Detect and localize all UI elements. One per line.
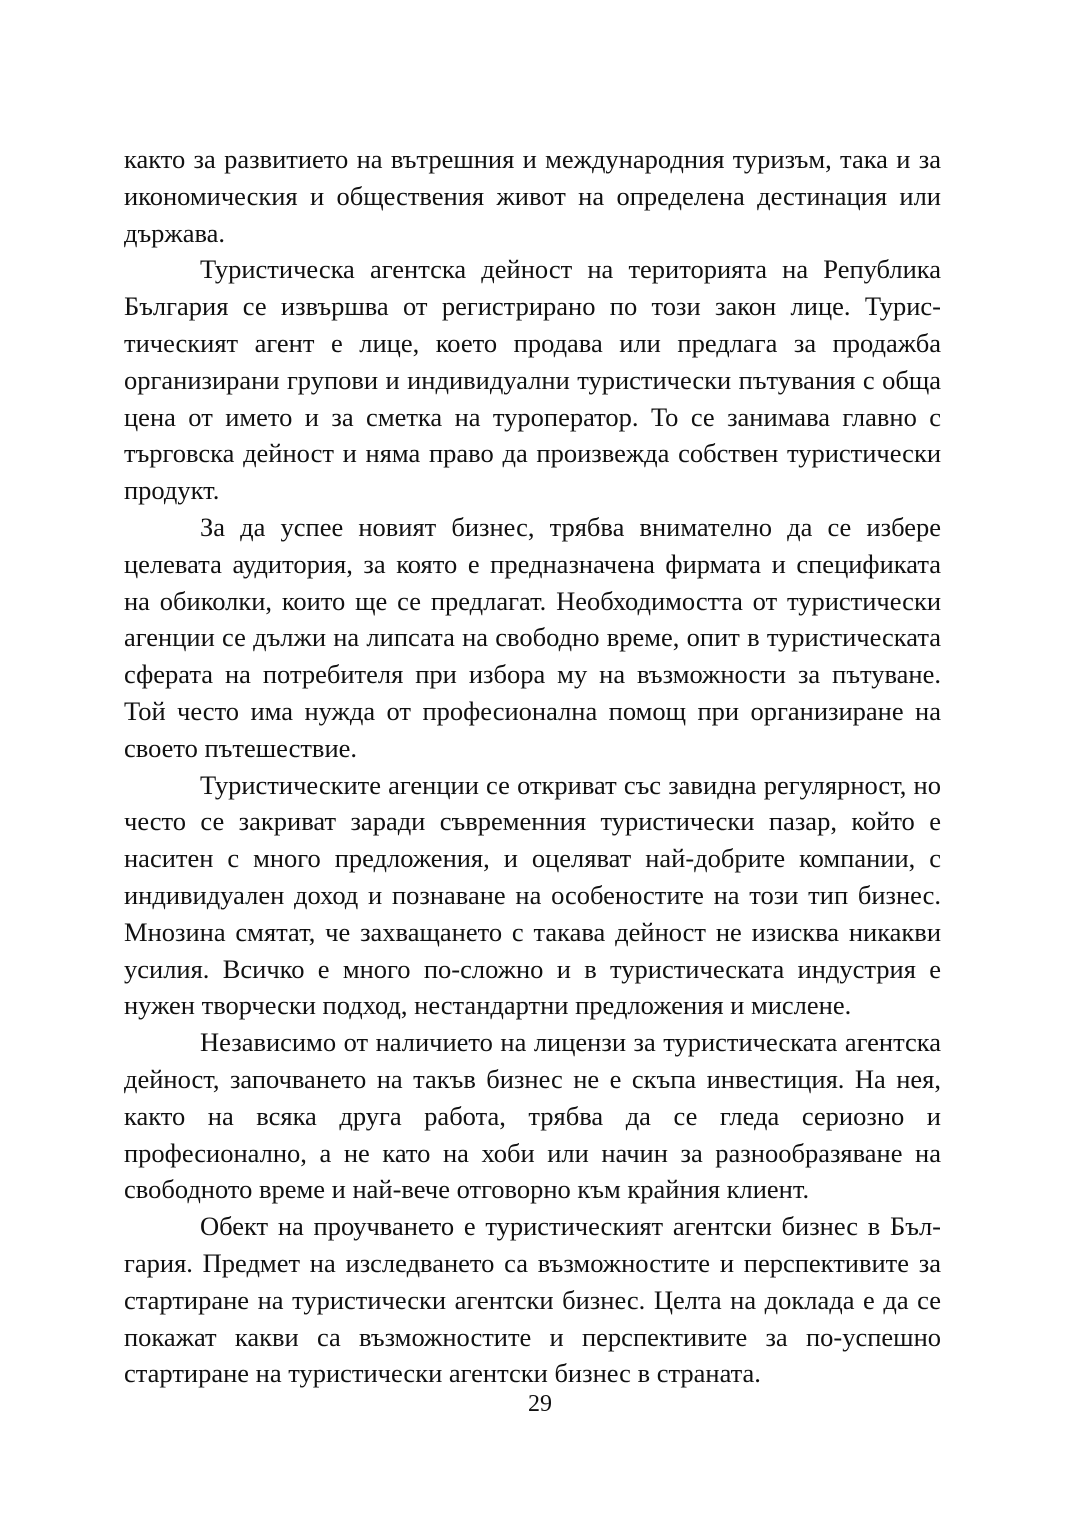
- paragraph-research-object: Обект на проучването е туристическият агентски бизнес в България. Предмет на изследването са възможностите и перспективите за стартиране на туристически агентски бизнес. Целта на доклада е да се покажат какви са възможностите и перспективите за по-успешно стартиране на туристически агентски бизнес в страната.: [124, 1211, 941, 1389]
- paragraph-licensing: Независимо от наличието на лицензи за туристическата агентска дейност, започването на такъв бизнес не е скъпа инвестиция. На нея, както на всяка друга работа, трябва да се гледа сериозно и професионално, а не като на хоби или начин за разнообразяване на свободното време и най-вече отговорно към крайния клиент.: [124, 1027, 941, 1205]
- paragraph-agencies-market: Туристическите агенции се откриват със завидна регулярност, но често се закриват заради съвременния туристически пазар, който е наситен с много предложения, и оцеляват най-добрите компании, с индивидуален доход и познаване на особеностите на този тип бизнес. Мнозина смятат, че захващането с такава дейност не изисква никакви усилия. Всичко е много по-сложно и в туристическата индустрия е нужен творчески подход, нестандартни предложения и мислене.: [124, 769, 941, 1021]
- paragraph-tourist-agent-activity: Туристическа агентска дейност на територията на Република България се извършва от регистрирано по този закон лице. Туристическият агент е лице, което продава или предлага за продажба организирани групови и индивидуални туристически пътувания с обща цена от името и за сметка на туроператор. То се занимава главно с търговска дейност и няма право да произвежда собствен туристически продукт.: [124, 254, 941, 506]
- body-text: [124, 141, 941, 1392]
- paragraph-continuation: както за развитието на вътрешния и международния туризъм, така и за икономическия и обществения живот на определена дестинация или държава.: [124, 144, 941, 248]
- paragraph-target-audience: За да успее новият бизнес, трябва внимателно да се избере целевата аудитория, за която е предназначена фирмата и спецификата на обиколки, които ще се предлагат. Необходимостта от туристически агенции се дължи на липсата на свободно време, опит в туристическата сферата на потребителя при избора му на възможности за пътуване. Той често има нужда от професионална помощ при организиране на своето пътешествие.: [124, 511, 941, 763]
- page-number: 29: [528, 1391, 552, 1417]
